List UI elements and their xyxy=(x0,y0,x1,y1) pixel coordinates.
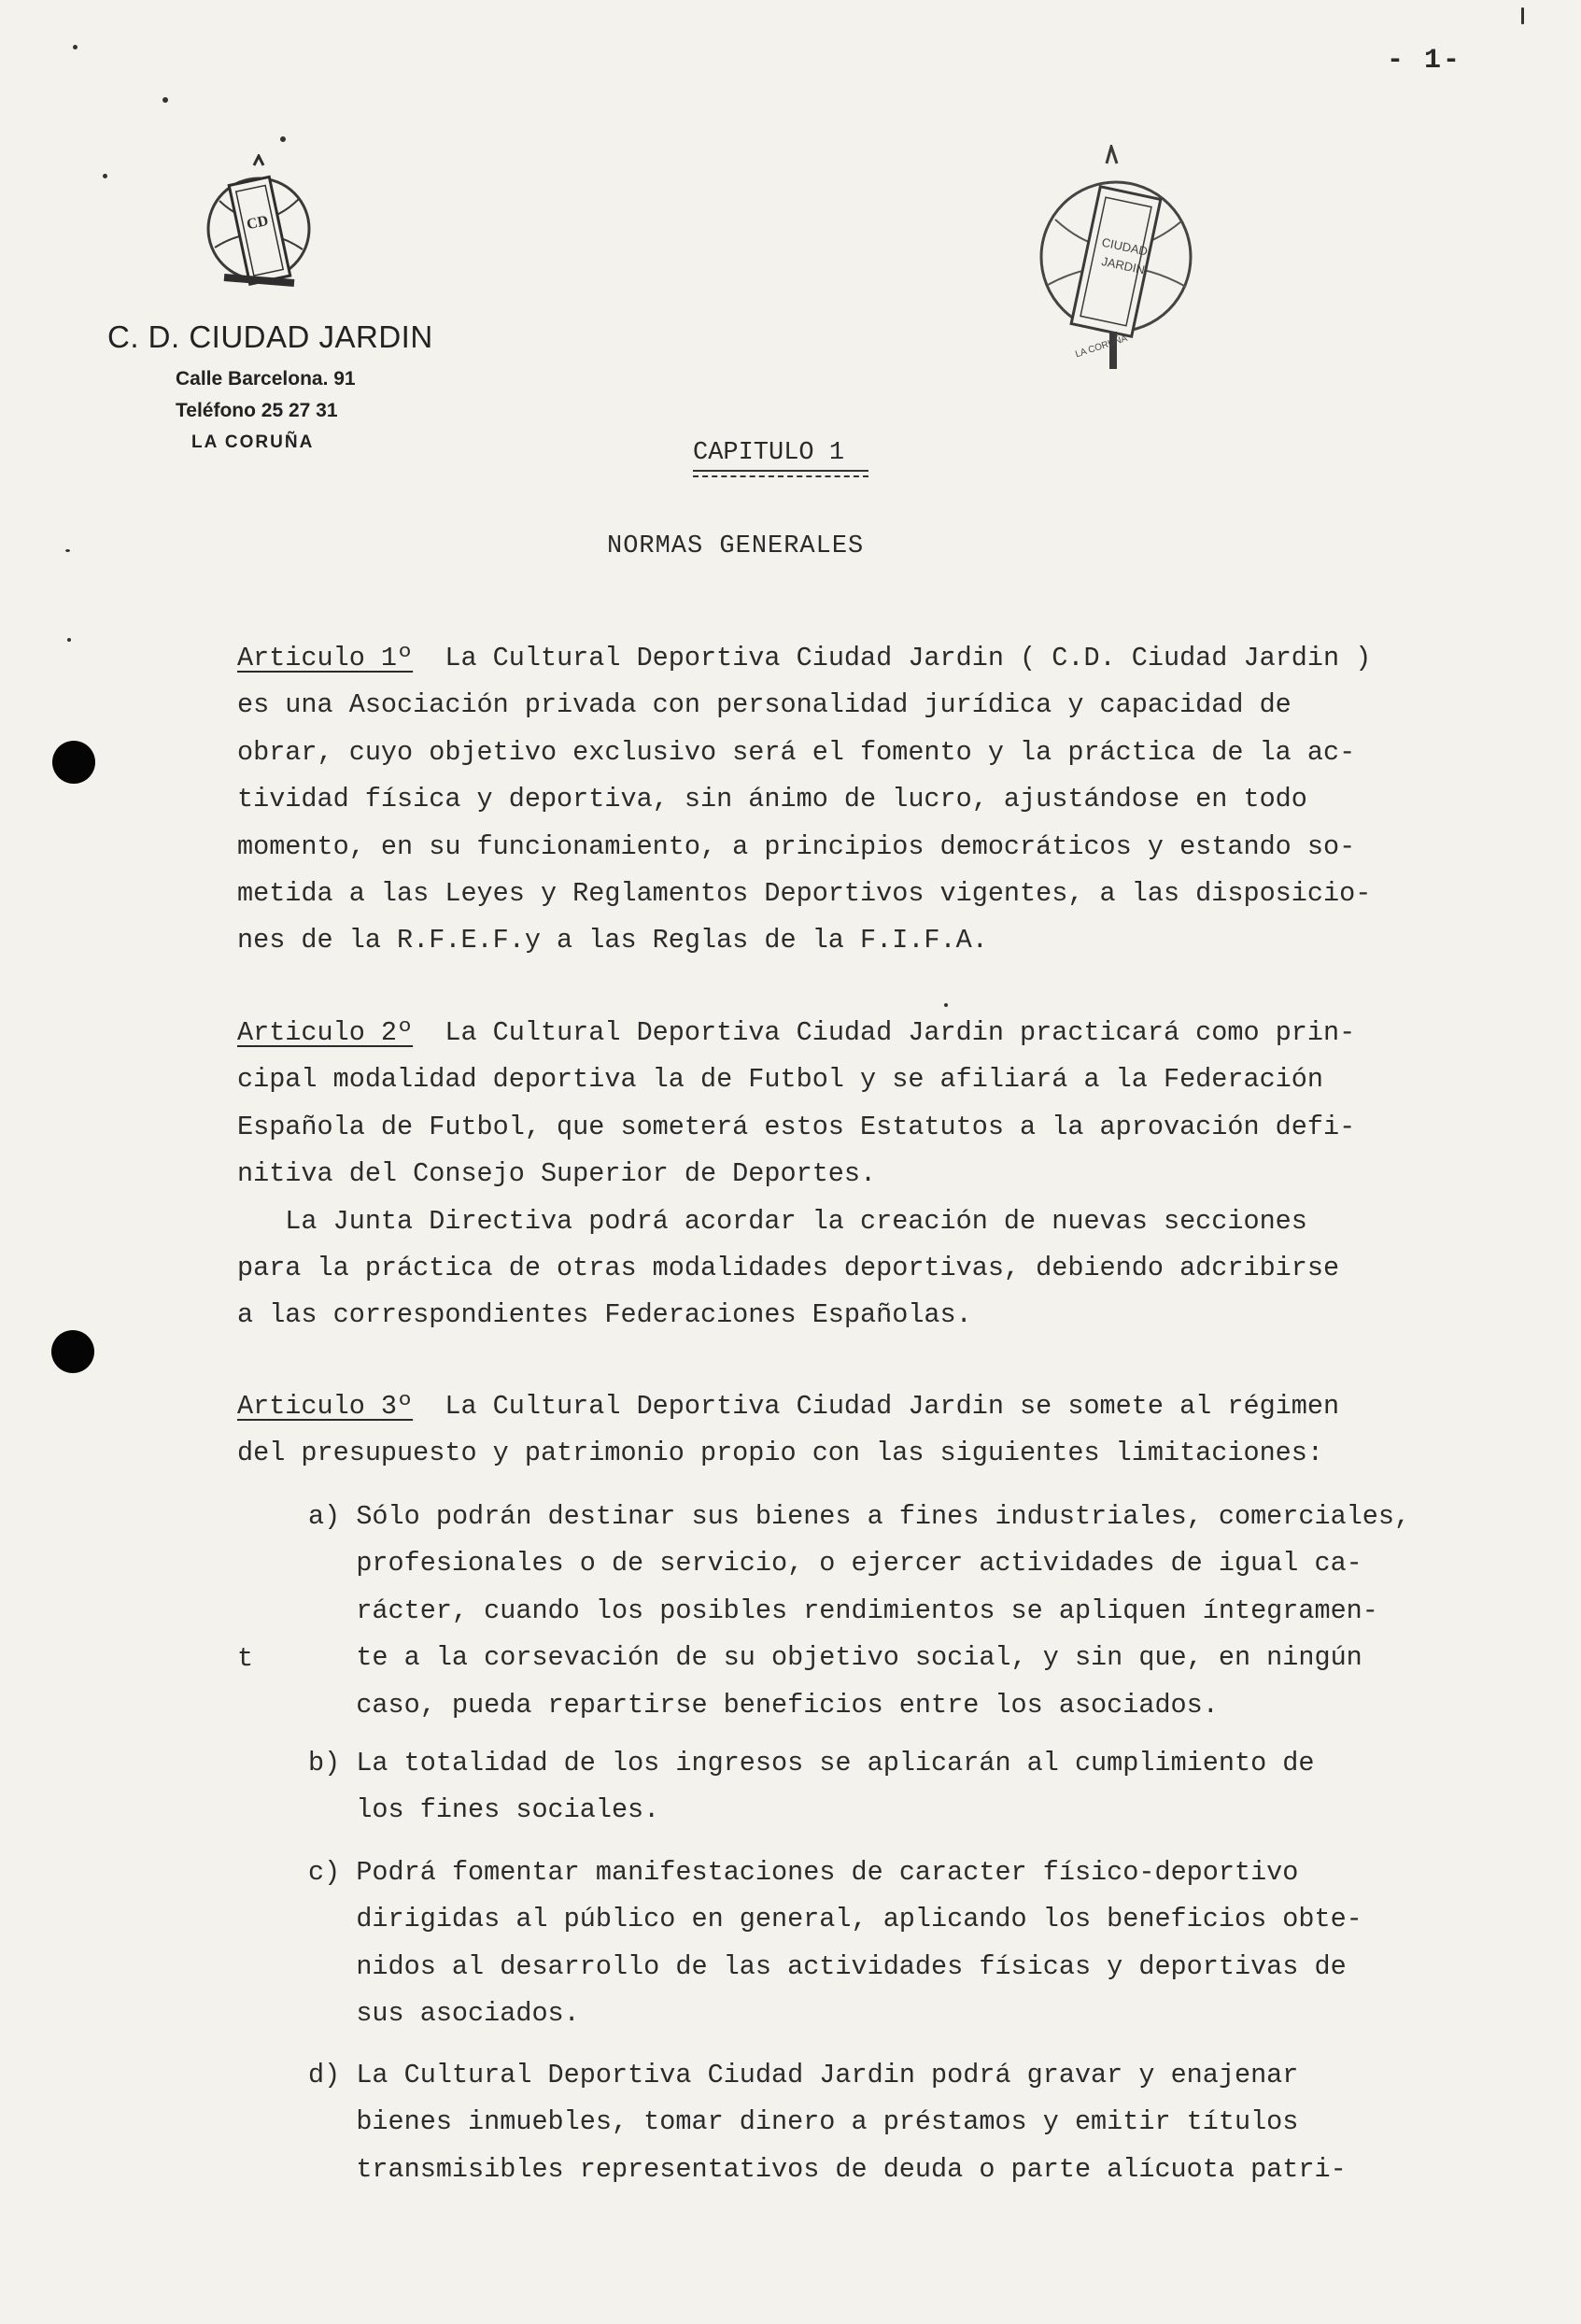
club-name: C. D. CIUDAD JARDIN xyxy=(107,319,433,354)
item-line: bienes inmuebles, tomar dinero a préstamos y emitir títulos xyxy=(356,2106,1299,2138)
article-3 xyxy=(237,1383,1498,1478)
item-line: profesionales o de servicio, o ejercer actividades de igual ca- xyxy=(356,1548,1362,1580)
item-line: rácter, cuando los posibles rendimientos se apliquen íntegramen- xyxy=(356,1594,1378,1626)
article-line: nitiva del Consejo Superior de Deportes. xyxy=(237,1158,877,1190)
article-line: del presupuesto y patrimonio propio con las siguientes limitaciones: xyxy=(237,1438,1323,1469)
article-line: a las correspondientes Federaciones Españolas. xyxy=(237,1299,972,1331)
item-line: nidos al desarrollo de las actividades físicas y deportivas de xyxy=(356,1950,1347,1982)
club-phone: Teléfono 25 27 31 xyxy=(176,400,338,421)
item-marker: a) xyxy=(308,1501,341,1532)
article-1 xyxy=(237,635,1498,965)
list-item-a xyxy=(308,1494,1550,1729)
club-city: LA CORUÑA xyxy=(191,432,315,452)
article-line: cipal modalidad deportiva la de Futbol y se afiliará a la Federación xyxy=(237,1064,1323,1096)
item-line: dirigidas al público en general, aplicando los beneficios obte- xyxy=(356,1904,1362,1935)
article-line: La Cultural Deportiva Ciudad Jardin se somete al régimen xyxy=(413,1391,1340,1422)
item-marker: c) xyxy=(308,1857,341,1888)
article-line: La Cultural Deportiva Ciudad Jardin practicará como prin- xyxy=(413,1017,1356,1048)
club-seal-stamp xyxy=(1027,145,1209,378)
article-line: momento, en su funcionamiento, a principios democráticos y estando so- xyxy=(237,830,1356,862)
item-line: Sólo podrán destinar sus bienes a fines industriales, comerciales, xyxy=(356,1501,1411,1532)
chapter-double-underline xyxy=(693,475,868,477)
speck xyxy=(944,1003,948,1007)
article-line: para la práctica de otras modalidades deportivas, debiendo adcribirse xyxy=(237,1253,1340,1284)
article-line: es una Asociación privada con personalidad jurídica y capacidad de xyxy=(237,689,1292,721)
speck xyxy=(162,97,168,103)
speck xyxy=(65,549,70,552)
article-line: Española de Futbol, que someterá estos Estatutos a la aprovación defi- xyxy=(237,1111,1356,1142)
item-line: transmisibles representativos de deuda o parte alícuota patri- xyxy=(356,2153,1347,2185)
list-item-c xyxy=(308,1849,1550,2038)
article-line: obrar, cuyo objetivo exclusivo será el fomento y la práctica de la ac- xyxy=(237,736,1356,768)
item-line: La Cultural Deportiva Ciudad Jardin podrá gravar y enajenar xyxy=(356,2060,1299,2090)
item-line: sus asociados. xyxy=(356,1998,580,2030)
item-line: te a la corsevación de su objetivo social, y sin que, en ningún xyxy=(356,1642,1362,1674)
article-2 xyxy=(237,1010,1498,1339)
seal-text-2: JARDIN xyxy=(1100,253,1147,277)
article-line: metida a las Leyes y Reglamentos Deportivos vigentes, a las disposicio- xyxy=(237,878,1372,910)
item-line: La totalidad de los ingresos se aplicarán al cumplimiento de xyxy=(356,1748,1315,1778)
stray-mark: t xyxy=(237,1643,254,1674)
list-item-b xyxy=(308,1740,1550,1835)
page-number: - 1- xyxy=(1387,45,1462,77)
item-marker: b) xyxy=(308,1748,341,1778)
article-line: nes de la R.F.E.F.y a las Reglas de la F.I.F.A. xyxy=(237,925,988,957)
article-line: La Junta Directiva podrá acordar la creación de nuevas secciones xyxy=(237,1205,1307,1237)
article-label: Articulo 2º xyxy=(237,1017,414,1048)
svg-text:CD: CD xyxy=(245,212,270,234)
speck xyxy=(280,136,286,142)
speck xyxy=(67,638,71,642)
item-line: Podrá fomentar manifestaciones de caracter físico-deportivo xyxy=(356,1857,1299,1888)
article-line: La Cultural Deportiva Ciudad Jardin ( C.D. Ciudad Jardin ) xyxy=(413,643,1372,673)
speck xyxy=(1521,7,1524,24)
punch-hole-bottom xyxy=(51,1330,94,1373)
item-line: los fines sociales. xyxy=(356,1794,660,1826)
speck xyxy=(103,174,107,178)
article-line: tividad física y deportiva, sin ánimo de lucro, ajustándose en todo xyxy=(237,784,1307,815)
article-label: Articulo 1º xyxy=(237,643,414,673)
section-title: NORMAS GENERALES xyxy=(607,532,865,560)
item-line: caso, pueda repartirse beneficios entre los asociados. xyxy=(356,1689,1219,1721)
chapter-underline xyxy=(693,470,868,472)
punch-hole-top xyxy=(52,741,95,784)
speck xyxy=(73,45,78,50)
item-marker: d) xyxy=(308,2060,341,2090)
chapter-title: CAPITULO 1 xyxy=(693,439,845,467)
seal-text-3: LA CORUÑA xyxy=(1074,333,1129,361)
list-item-d xyxy=(308,2052,1550,2193)
club-street: Calle Barcelona. 91 xyxy=(176,368,356,390)
article-label: Articulo 3º xyxy=(237,1391,414,1422)
seal-text-1: CIUDAD xyxy=(1100,234,1150,259)
club-crest-logo xyxy=(196,154,322,299)
